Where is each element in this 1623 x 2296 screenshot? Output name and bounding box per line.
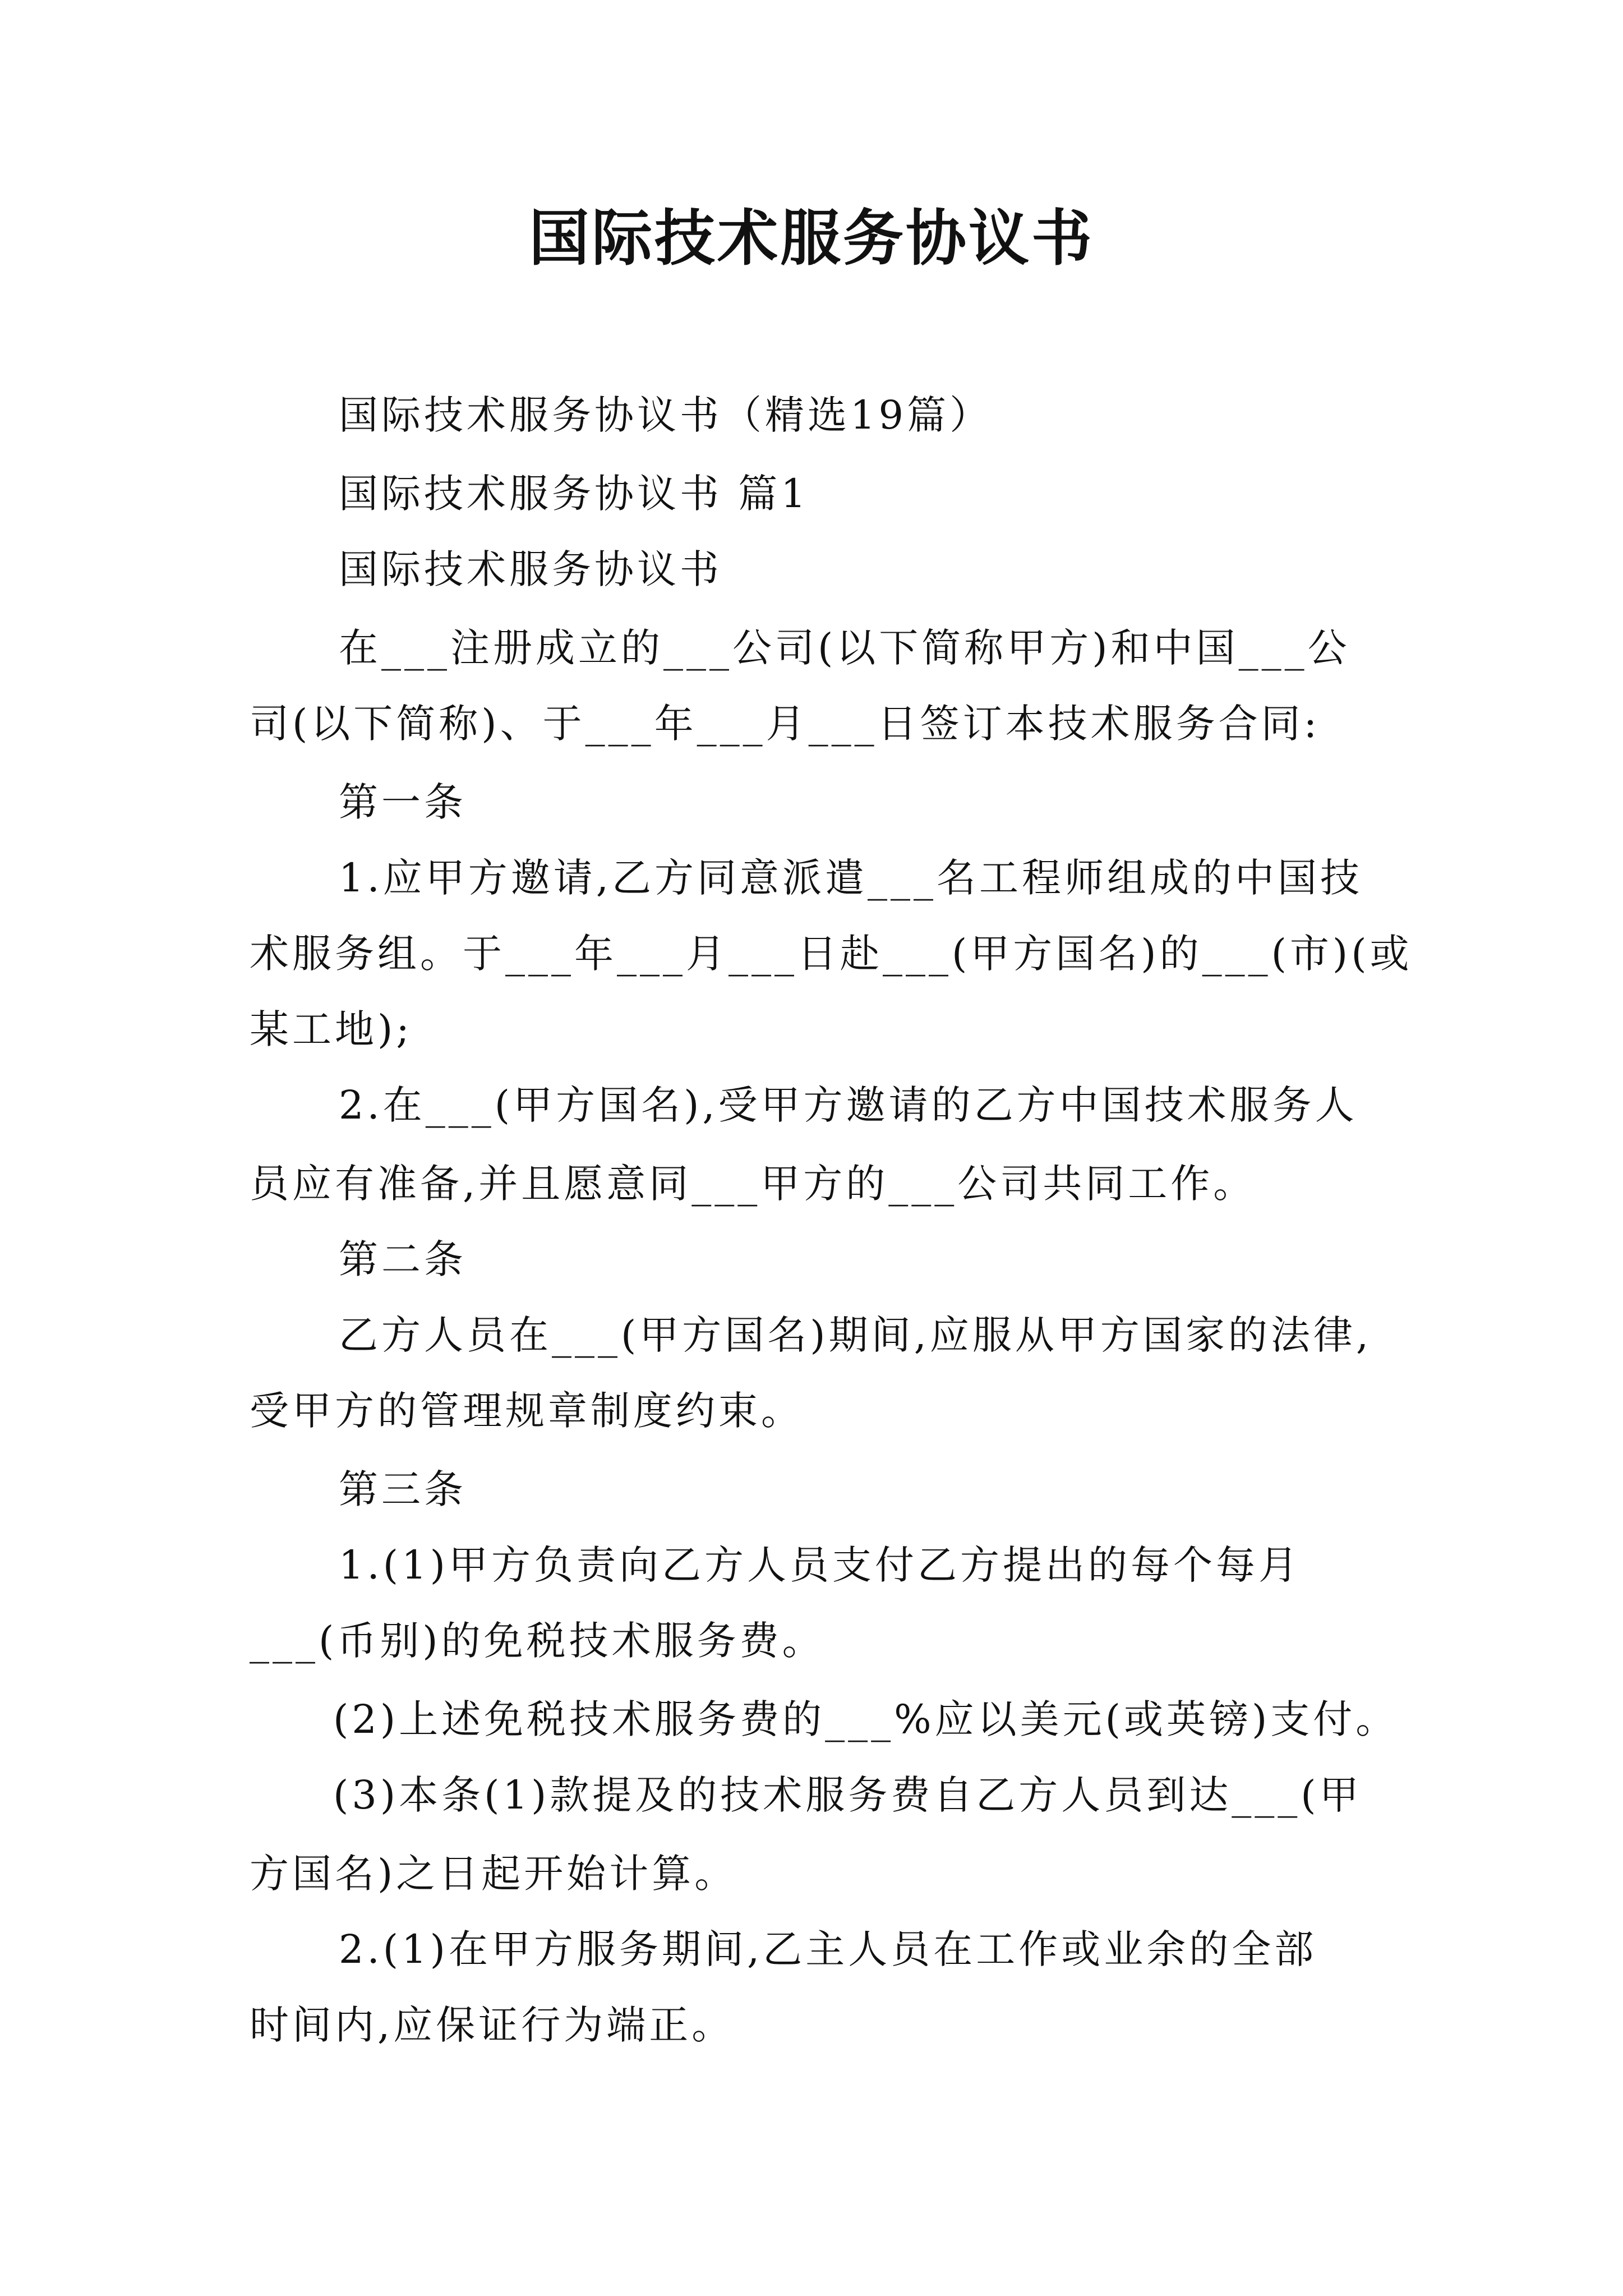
article-heading: 第三条 xyxy=(339,1466,467,1512)
paragraph-line: 时间内,应保证行为端正。 xyxy=(250,2002,735,2048)
article-heading: 第一条 xyxy=(339,779,467,825)
section-heading: 国际技术服务协议书 篇1 xyxy=(339,471,809,517)
paragraph-line: ___(币别)的免税技术服务费。 xyxy=(250,1618,825,1664)
paragraph-line: 1.(1)甲方负责向乙方人员支付乙方提出的每个每月 xyxy=(339,1542,1301,1588)
paragraph-line: 某工地); xyxy=(250,1006,413,1052)
paragraph-line: (3)本条(1)款提及的技术服务费自乙方人员到达___(甲 xyxy=(333,1772,1362,1818)
paragraph-line: 方国名)之日起开始计算。 xyxy=(250,1851,737,1897)
paragraph-line: 2.(1)在甲方服务期间,乙主人员在工作或业余的全部 xyxy=(339,1926,1317,1972)
subtitle-line: 国际技术服务协议书（精选19篇） xyxy=(339,392,993,438)
document-title: 国际技术服务协议书 xyxy=(528,203,1094,274)
paragraph-line: (2)上述免税技术服务费的___%应以美元(或英镑)支付。 xyxy=(333,1696,1399,1742)
article-heading: 第二条 xyxy=(339,1236,467,1282)
paragraph-line: 乙方人员在___(甲方国名)期间,应服从甲方国家的法律, xyxy=(339,1312,1372,1358)
paragraph-line: 2.在___(甲方国名),受甲方邀请的乙方中国技术服务人 xyxy=(339,1082,1358,1128)
paragraph-line: 术服务组。于___年___月___日赴___(甲方国名)的___(市)(或 xyxy=(250,931,1413,977)
paragraph-line: 1.应甲方邀请,乙方同意派遣___名工程师组成的中国技 xyxy=(339,855,1363,901)
paragraph-line: 在___注册成立的___公司(以下简称甲方)和中国___公 xyxy=(339,625,1350,671)
paragraph-line: 司(以下简称)、于___年___月___日签订本技术服务合同: xyxy=(250,701,1321,747)
paragraph-line: 受甲方的管理规章制度约束。 xyxy=(250,1388,804,1434)
section-title: 国际技术服务协议书 xyxy=(339,546,722,592)
paragraph-line: 员应有准备,并且愿意同___甲方的___公司共同工作。 xyxy=(250,1161,1256,1207)
